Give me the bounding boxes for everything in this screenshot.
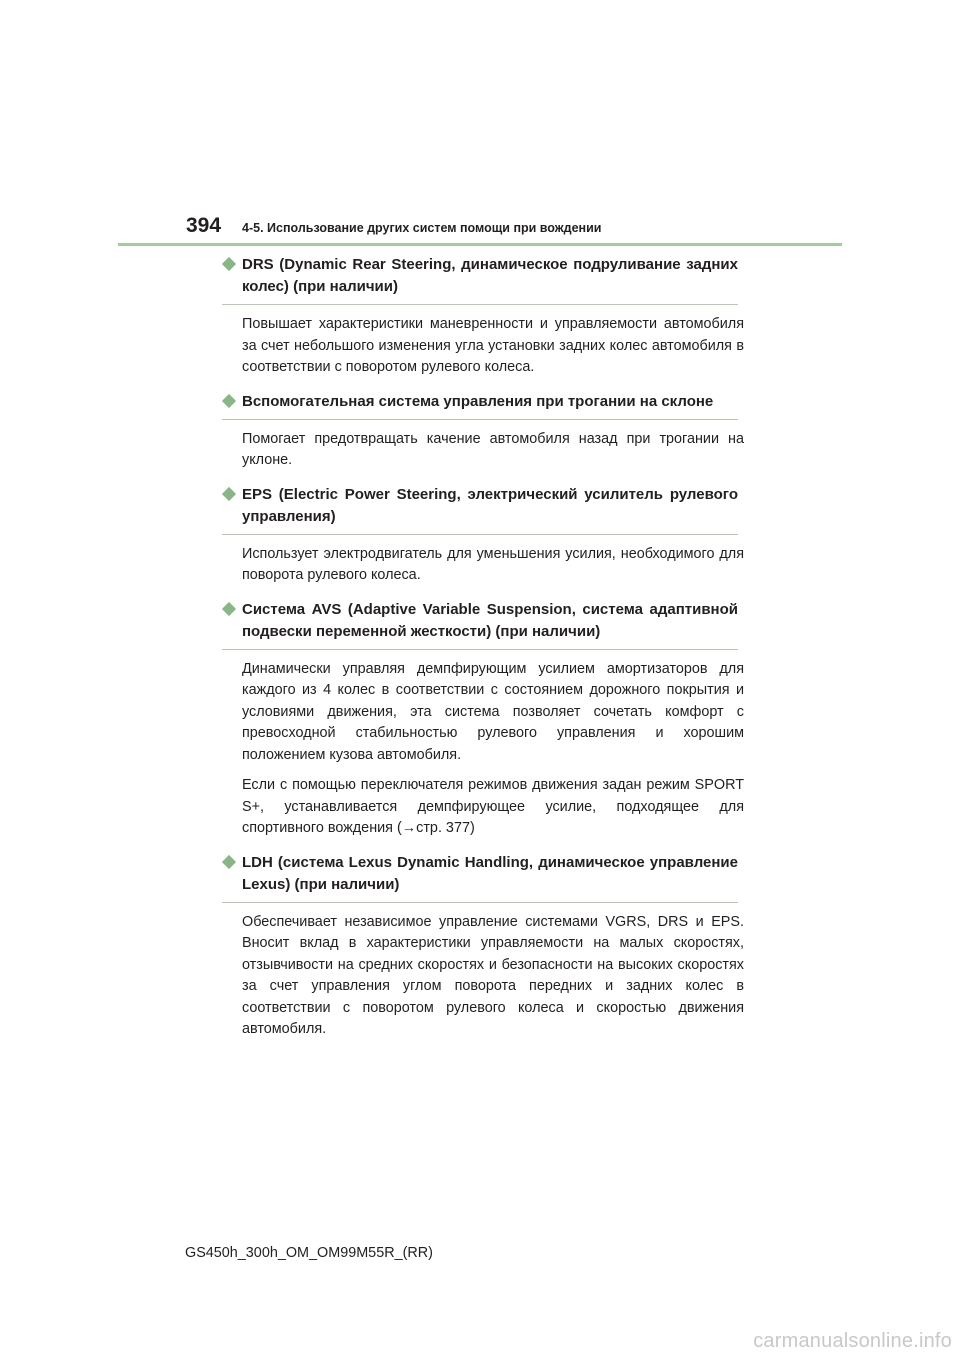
item-paragraph: Обеспечивает независимое управление системами VGRS, DRS и EPS. Вносит вклад в характеристики управляемости на малых скоростях, отзывчивости на средних скоростях и безопасности на высоких скоростях за счет управления углом поворота передних и задних колес в соответствии с поворотом рулевого колеса и скоростью движения автомобиля. <box>242 913 744 1037</box>
content <box>222 254 744 1053</box>
watermark: carmanualsonline.info <box>753 1330 952 1352</box>
footer-doc-code: GS450h_300h_OM_OM99M55R_(RR) <box>185 1245 433 1261</box>
diamond-bullet-icon <box>222 854 236 868</box>
item-paragraph: Использует электродвигатель для уменьшения усилия, необходимого для поворота рулевого колеса. <box>242 545 744 583</box>
page-number: 394 <box>186 214 222 237</box>
header-rule <box>118 243 842 246</box>
item-title <box>222 852 738 903</box>
item-drs <box>222 254 744 379</box>
item-title <box>222 391 738 420</box>
item-avs <box>222 599 744 840</box>
item-title <box>222 599 738 650</box>
item-body <box>222 544 744 587</box>
item-body <box>222 912 744 1041</box>
item-eps <box>222 484 744 587</box>
item-title-text: EPS (Electric Power Steering, электрический усилитель рулевого управления) <box>242 485 738 525</box>
item-body <box>222 314 744 379</box>
item-title-text: Система AVS (Adaptive Variable Suspension, система адаптивной подвески переменной жесткости) (при наличии) <box>242 600 738 640</box>
item-ldh <box>222 852 744 1041</box>
item-body <box>222 659 744 840</box>
item-paragraph: Если с помощью переключателя режимов движения задан режим SPORT S+, устанавливается демпфирующее усилие, подходящее для спортивного вождения (→стр. 377) <box>242 777 744 836</box>
item-title <box>222 484 738 535</box>
item-hill-start-assist <box>222 391 744 472</box>
diamond-bullet-icon <box>222 393 236 407</box>
diamond-bullet-icon <box>222 601 236 615</box>
item-title-text: Вспомогательная система управления при трогании на склоне <box>242 392 714 410</box>
item-paragraph: Динамически управляя демпфирующим усилием амортизаторов для каждого из 4 колес в соответствии с состоянием дорожного покрытия и условиями движения, эта система позволяет сочетать комфорт с превосходной стабильностью рулевого управления и хорошим положением кузова автомобиля. <box>242 660 744 763</box>
item-title-text: LDH (система Lexus Dynamic Handling, динамическое управление Lexus) (при наличии) <box>242 853 738 893</box>
diamond-bullet-icon <box>222 486 236 500</box>
item-paragraph: Помогает предотвращать качение автомобиля назад при трогании на уклоне. <box>242 430 744 468</box>
item-paragraph: Повышает характеристики маневренности и управляемости автомобиля за счет небольшого изменения угла установки задних колес автомобиля в соответствии с поворотом рулевого колеса. <box>242 316 744 375</box>
section-title: 4-5. Использование других систем помощи при вождении <box>242 221 602 235</box>
item-title-text: DRS (Dynamic Rear Steering, динамическое подруливание задних колес) (при наличии) <box>242 256 738 295</box>
item-title <box>222 254 738 305</box>
diamond-bullet-icon <box>222 257 236 271</box>
item-body <box>222 429 744 472</box>
